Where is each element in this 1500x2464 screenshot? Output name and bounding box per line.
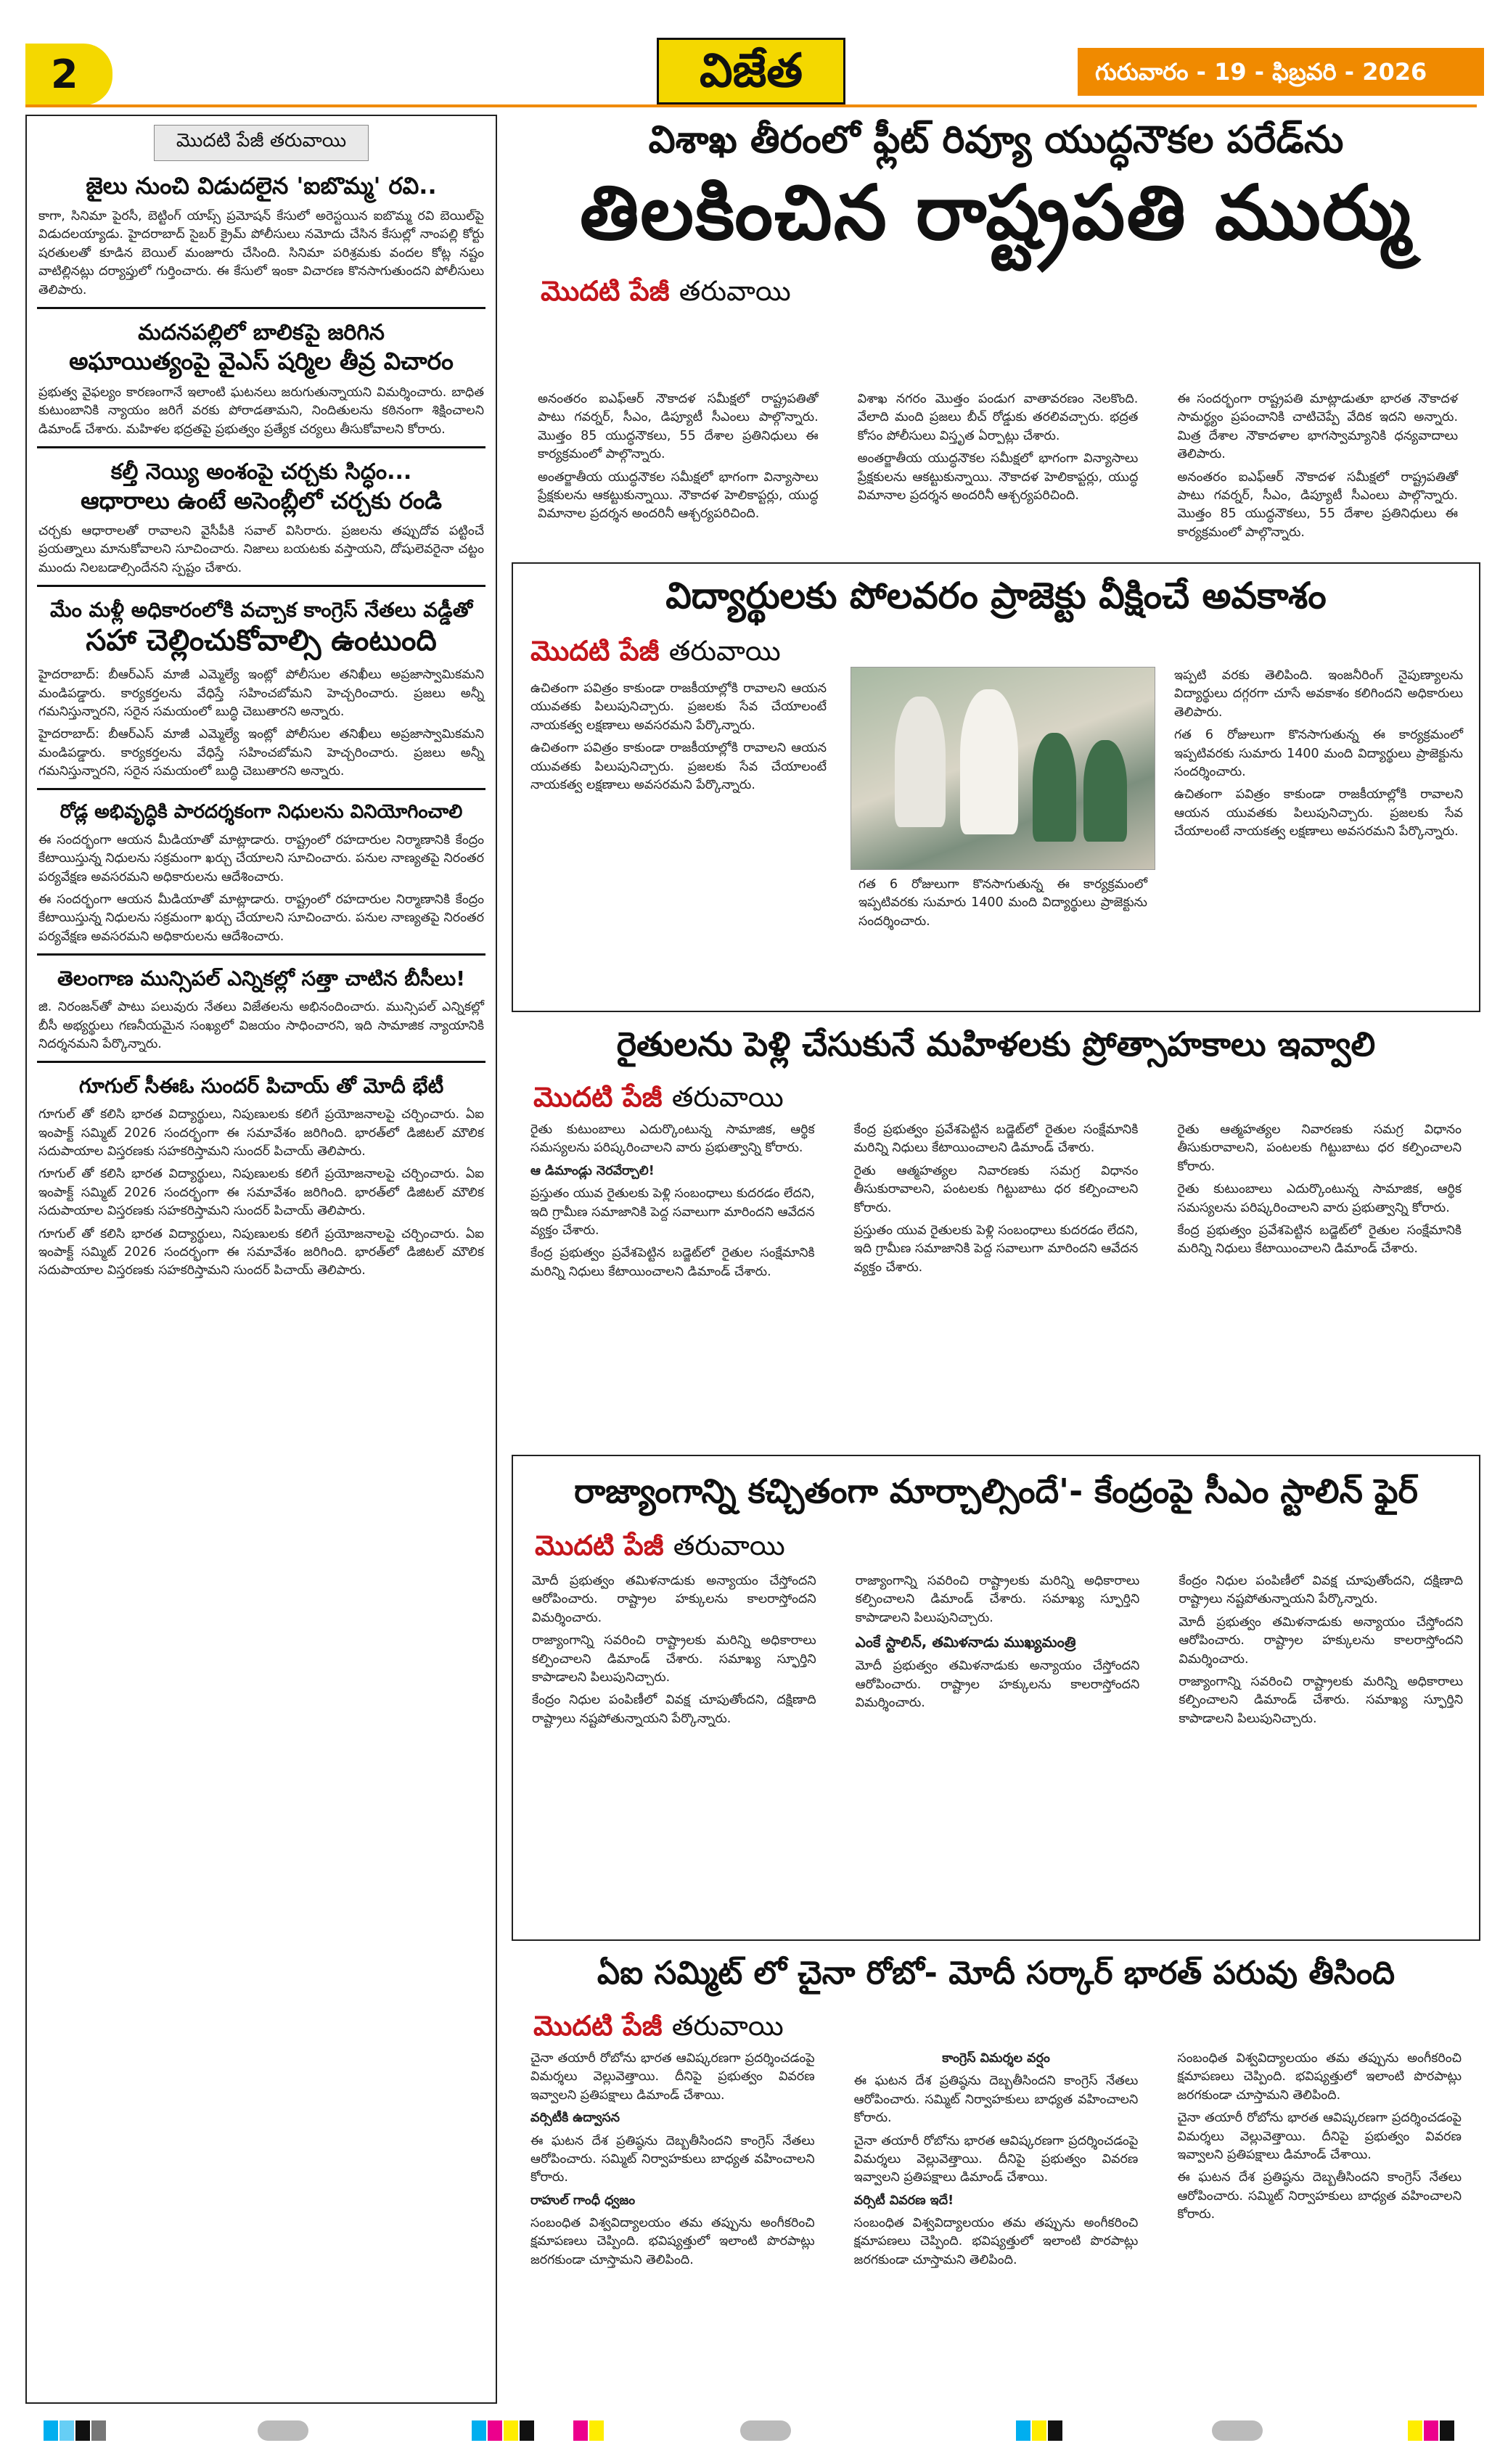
farmers-marriage-story xyxy=(512,1012,1480,1506)
story-body: రైతు కుటుంబాలు ఎదుర్కొంటున్న సామాజిక, ఆర్థిక సమస్యలను పరిష్కరించాలని వారు ప్రభుత్వాన్ని కోరారు. xyxy=(1177,1182,1462,1215)
divider xyxy=(37,953,485,956)
masthead xyxy=(0,0,1500,109)
divider xyxy=(37,1061,485,1063)
story-body: మోదీ ప్రభుత్వం తమిళనాడుకు అన్యాయం చేస్తోందని ఆరోపించారు. రాష్ట్రాల హక్కులను కాలరాస్తోందని విమర్శించారు. xyxy=(532,1574,816,1625)
story-body: హైదరాబాద్: బీఆర్ఎస్ మాజీ ఎమ్మెల్యే ఇంట్లో పోలీసుల తనిఖీలు అప్రజాస్వామికమని మండిపడ్డారు. కార్యకర్తలను వేధిస్తే సహించబోమని హెచ్చరించారు. ప్రజలు అన్నీ గమనిస్తున్నారని, సరైన సమయంలో బుద్ధి చెబుతారని అన్నారు. xyxy=(38,668,484,719)
story-body: గత 6 రోజులుగా కొనసాగుతున్న ఈ కార్యక్రమంలో ఇప్పటివరకు సుమారు 1400 మంది విద్యార్థులు ప్రాజెక్టును సందర్శించారు. xyxy=(858,877,1147,929)
story-body: రాజ్యాంగాన్ని సవరించి రాష్ట్రాలకు మరిన్ని అధికారాలు కల్పించాలని డిమాండ్ చేశారు. సమాఖ్య స్ఫూర్తిని కాపాడాలని పిలుపునిచ్చారు. xyxy=(855,1574,1140,1625)
story-body: సంబంధిత విశ్వవిద్యాలయం తమ తప్పును అంగీకరించి క్షమాపణలు చెప్పింది. భవిష్యత్తులో ఇలాంటి పొరపాట్లు జరగకుండా చూస్తామని తెలిపింది. xyxy=(530,2216,815,2267)
story-body: రైతు కుటుంబాలు ఎదుర్కొంటున్న సామాజిక, ఆర్థిక సమస్యలను పరిష్కరించాలని వారు ప్రభుత్వాన్ని కోరారు. xyxy=(530,1122,815,1156)
divider xyxy=(37,307,485,309)
continuation-tag: మొదటి పేజీ తరువాయి xyxy=(533,2009,784,2042)
left-column xyxy=(25,115,497,2404)
story-body: అంతర్జాతీయ యుద్ధనౌకల సమీక్షలో భాగంగా విన్యాసాలు ప్రేక్షకులను ఆకట్టుకున్నాయి. నౌకాదళ హెలికాప్టర్లు, యుద్ధ విమానాల ప్రదర్శన అందరినీ ఆశ్చర్యపరిచింది. xyxy=(538,469,819,522)
story-body: చైనా తయారీ రోబోను భారత ఆవిష్కరణగా ప్రదర్శించడంపై విమర్శలు వెల్లువెత్తాయి. దీనిపై ప్రభుత్వం వివరణ ఇవ్వాలని ప్రతిపక్షాలు డిమాండ్ చేశాయి. xyxy=(853,2133,1139,2185)
story-subhead: వర్సిటీ వివరణ ఇదే! xyxy=(853,2193,954,2208)
story-body: రాజ్యాంగాన్ని సవరించి రాష్ట్రాలకు మరిన్ని అధికారాలు కల్పించాలని డిమాండ్ చేశారు. సమాఖ్య స్ఫూర్తిని కాపాడాలని పిలుపునిచ్చారు. xyxy=(532,1633,816,1685)
story-body: రైతు ఆత్మహత్యల నివారణకు సమగ్ర విధానం తీసుకురావాలని, పంటలకు గిట్టుబాటు ధర కల్పించాలని కోరారు. xyxy=(853,1163,1139,1215)
lead-kicker: విశాఖ తీరంలో ఫ్లీట్ రివ్యూ యుద్ధనౌకల పరేడ్‌ను xyxy=(648,118,1344,162)
story-body: ఈ సందర్భంగా ఆయన మీడియాతో మాట్లాడారు. రాష్ట్రంలో రహదారుల నిర్మాణానికి కేంద్రం కేటాయిస్తున్న నిధులను సక్రమంగా ఖర్చు చేయాలని సూచించారు. పనుల నాణ్యతపై నిరంతర పర్యవేక్షణ అవసరమని అధికారులను ఆదేశించారు. xyxy=(38,832,484,884)
story-body: గూగుల్ తో కలిసి భారత విద్యార్థులు, నిపుణులకు కలిగే ప్రయోజనాలపై చర్చించారు. ఏఐ ఇంపాక్ట్ సమ్మిట్ 2026 సందర్భంగా ఈ సమావేశం జరిగింది. భారత్‌లో డిజిటల్ మౌలిక సదుపాయాల విస్తరణకు సహకరిస్తామని సుందర్ పిచాయ్ తెలిపారు. xyxy=(38,1107,484,1159)
story-subhead: వర్సిటీకి ఉద్వాసన xyxy=(530,2111,620,2126)
stalin-story xyxy=(512,1455,1480,1941)
story-headline: గూగుల్ సీఈఓ సుందర్ పిచాయ్ తో మోదీ భేటీ xyxy=(78,1074,444,1098)
header-rule xyxy=(25,104,1477,107)
story-headline: రాజ్యాంగాన్ని కచ్చితంగా మార్చాల్సిందే'- కేంద్రంపై సీఎం స్టాలిన్ ఫైర్ xyxy=(574,1471,1418,1511)
story-body: చర్చకు ఆధారాలతో రావాలని వైసీపీకి సవాల్ విసిరారు. ప్రజలను తప్పుదోవ పట్టించే ప్రయత్నాలు మానుకోవాలని సూచించారు. నిజాలు బయటకు వస్తాయని, దోషులెవరైనా చట్టం ముందు నిలబడాల్సిందేనని స్పష్టం చేశారు. xyxy=(38,524,484,575)
story-body: కేంద్ర ప్రభుత్వం ప్రవేశపెట్టిన బడ్జెట్‌లో రైతుల సంక్షేమానికి మరిన్ని నిధులు కేటాయించాలని డిమాండ్ చేశారు. xyxy=(1177,1223,1462,1257)
lead-story xyxy=(512,115,1480,615)
ai-summit-story xyxy=(512,1941,1480,2404)
page-number: 2 xyxy=(25,44,112,105)
story-body: కాగా, సినిమా పైరసీ, బెట్టింగ్ యాప్స్ ప్రమోషన్ కేసులో అరెస్టయిన ఐబొమ్మ రవి బెయిల్‌పై విడుదలయ్యాడు. హైదరాబాద్ సైబర్ క్రైమ్ పోలీసులు నమోదు చేసిన కేసుల్లో నాంపల్లి కోర్టు షరతులతో కూడిన బెయిల్ మంజూరు చేసింది. సినిమా పరిశ్రమకు వందల కోట్ల నష్టం వాటిల్లినట్లు దర్యాప్తులో గుర్తించారు. ఈ కేసులో ఇంకా విచారణ కొనసాగుతుందని పోలీసులు తెలిపారు. xyxy=(38,209,484,297)
story-body: ఉచితంగా పవిత్రం కాకుండా రాజకీయాల్లోకి రావాలని ఆయన యువతకు పిలుపునిచ్చారు. ప్రజలకు సేవ చేయాలంటే నాయకత్వ లక్షణాలు అవసరమని పేర్కొన్నారు. xyxy=(530,681,827,733)
story-headline: మదనపల్లిలో బాలికపై జరిగిన అఘాయిత్యంపై వైఎస్ షర్మిల తీవ్ర విచారం xyxy=(69,319,454,376)
story-subhead: కాంగ్రెస్ విమర్శల వర్షం xyxy=(942,2051,1050,2066)
story-body: కేంద్రం నిధుల పంపిణీలో వివక్ష చూపుతోందని, దక్షిణాది రాష్ట్రాలు నష్టపోతున్నాయని పేర్కొన్నారు. xyxy=(532,1693,816,1726)
story-body: ఈ ఘటన దేశ ప్రతిష్ఠను దెబ్బతీసిందని కాంగ్రెస్ నేతలు ఆరోపించారు. సమ్మిట్ నిర్వాహకులు బాధ్యత వహించాలని కోరారు. xyxy=(1177,2170,1462,2222)
story-body: గూగుల్ తో కలిసి భారత విద్యార్థులు, నిపుణులకు కలిగే ప్రయోజనాలపై చర్చించారు. ఏఐ ఇంపాక్ట్ సమ్మిట్ 2026 సందర్భంగా ఈ సమావేశం జరిగింది. భారత్‌లో డిజిటల్ మౌలిక సదుపాయాల విస్తరణకు సహకరిస్తామని సుందర్ పిచాయ్ తెలిపారు. xyxy=(38,1226,484,1278)
lead-headline: తిలకించిన రాష్ట్రపతి ముర్ము xyxy=(579,168,1413,257)
story-headline: తెలంగాణ మున్సిపల్ ఎన్నికల్లో సత్తా చాటిన బీసీలు! xyxy=(57,966,465,991)
continuation-tag: మొదటి పేజీ తరువాయి xyxy=(535,1529,785,1561)
print-registration-bar xyxy=(0,2416,1500,2445)
story-body: కేంద్ర ప్రభుత్వం ప్రవేశపెట్టిన బడ్జెట్‌లో రైతుల సంక్షేమానికి మరిన్ని నిధులు కేటాయించాలని డిమాండ్ చేశారు. xyxy=(853,1122,1139,1156)
continuation-tag: మొదటి పేజీ తరువాయి xyxy=(154,125,369,161)
story-body: హైదరాబాద్: బీఆర్ఎస్ మాజీ ఎమ్మెల్యే ఇంట్లో పోలీసుల తనిఖీలు అప్రజాస్వామికమని మండిపడ్డారు. కార్యకర్తలను వేధిస్తే సహించబోమని హెచ్చరించారు. ప్రజలు అన్నీ గమనిస్తున్నారని, సరైన సమయంలో బుద్ధి చెబుతారని అన్నారు. xyxy=(38,727,484,779)
story-body: అంతర్జాతీయ యుద్ధనౌకల సమీక్షలో భాగంగా విన్యాసాలు ప్రేక్షకులను ఆకట్టుకున్నాయి. నౌకాదళ హెలికాప్టర్లు, యుద్ధ విమానాల ప్రదర్శన అందరినీ ఆశ్చర్యపరిచింది. xyxy=(857,451,1139,503)
story-subhead: ఎంకే స్టాలిన్, తమిళనాడు ముఖ్యమంత్రి xyxy=(855,1633,1076,1651)
divider xyxy=(37,446,485,448)
story-body: ఈ ఘటన దేశ ప్రతిష్ఠను దెబ్బతీసిందని కాంగ్రెస్ నేతలు ఆరోపించారు. సమ్మిట్ నిర్వాహకులు బాధ్యత వహించాలని కోరారు. xyxy=(853,2074,1139,2126)
story-body: కేంద్ర ప్రభుత్వం ప్రవేశపెట్టిన బడ్జెట్‌లో రైతుల సంక్షేమానికి మరిన్ని నిధులు కేటాయించాలని డిమాండ్ చేశారు. xyxy=(530,1246,815,1279)
story-body: ఇప్పటి వరకు తెలిపింది. ఇంజనీరింగ్ నైపుణ్యాలను విద్యార్థులు దగ్గరగా చూసే అవకాశం కలిగిందని అధికారులు తెలిపారు. xyxy=(1174,668,1463,720)
polavaram-story xyxy=(512,562,1480,1012)
story-body: గూగుల్ తో కలిసి భారత విద్యార్థులు, నిపుణులకు కలిగే ప్రయోజనాలపై చర్చించారు. ఏఐ ఇంపాక్ట్ సమ్మిట్ 2026 సందర్భంగా ఈ సమావేశం జరిగింది. భారత్‌లో డిజిటల్ మౌలిక సదుపాయాల విస్తరణకు సహకరిస్తామని సుందర్ పిచాయ్ తెలిపారు. xyxy=(38,1167,484,1219)
date-bar: గురువారం - 19 - ఫిబ్రవరి - 2026 xyxy=(1078,48,1484,96)
continuation-tag: మొదటి పేజీ తరువాయి xyxy=(533,1080,784,1113)
story-body: ఉచితంగా పవిత్రం కాకుండా రాజకీయాల్లోకి రావాలని ఆయన యువతకు పిలుపునిచ్చారు. ప్రజలకు సేవ చేయాలంటే నాయకత్వ లక్షణాలు అవసరమని పేర్కొన్నారు. xyxy=(1174,787,1463,839)
story-headline: కల్తీ నెయ్యి అంశంపై చర్చకు సిద్ధం... ఆధారాలు ఉంటే అసెంబ్లీలో చర్చకు రండి xyxy=(81,459,442,514)
story-headline: రోడ్ల అభివృద్ధికి పారదర్శకంగా నిధులను వినియోగించాలి xyxy=(60,801,463,824)
continuation-tag: మొదటి పేజీ తరువాయి xyxy=(541,275,791,308)
story-body: చైనా తయారీ రోబోను భారత ఆవిష్కరణగా ప్రదర్శించడంపై విమర్శలు వెల్లువెత్తాయి. దీనిపై ప్రభుత్వం వివరణ ఇవ్వాలని ప్రతిపక్షాలు డిమాండ్ చేశాయి. xyxy=(530,2051,815,2103)
story-body: ఈ సందర్భంగా ఆయన మీడియాతో మాట్లాడారు. రాష్ట్రంలో రహదారుల నిర్మాణానికి కేంద్రం కేటాయిస్తున్న నిధులను సక్రమంగా ఖర్చు చేయాలని సూచించారు. పనుల నాణ్యతపై నిరంతర పర్యవేక్షణ అవసరమని అధికారులను ఆదేశించారు. xyxy=(38,892,484,944)
story-body: విశాఖ నగరం మొత్తం పండుగ వాతావరణం నెలకొంది. వేలాది మంది ప్రజలు బీచ్ రోడ్డుకు తరలివచ్చారు. భద్రత కోసం పోలీసులు విస్తృత ఏర్పాట్లు చేశారు. xyxy=(857,392,1139,443)
story-subhead: ఆ డిమాండ్లు నెరవేర్చాలి! xyxy=(530,1163,655,1178)
story-body: ఈ ఘటన దేశ ప్రతిష్ఠను దెబ్బతీసిందని కాంగ్రెస్ నేతలు ఆరోపించారు. సమ్మిట్ నిర్వాహకులు బాధ్యత వహించాలని కోరారు. xyxy=(530,2133,815,2185)
story-body: చైనా తయారీ రోబోను భారత ఆవిష్కరణగా ప్రదర్శించడంపై విమర్శలు వెల్లువెత్తాయి. దీనిపై ప్రభుత్వం వివరణ ఇవ్వాలని ప్రతిపక్షాలు డిమాండ్ చేశాయి. xyxy=(1177,2111,1462,2162)
story-subhead: రాహుల్ గాంధీ ధ్వజం xyxy=(530,2193,636,2208)
story-body: ప్రభుత్వ వైఫల్యం కారణంగానే ఇలాంటి ఘటనలు జరుగుతున్నాయని విమర్శించారు. బాధిత కుటుంబానికి న్యాయం జరిగే వరకు పోరాడతామని, నిందితులను కఠినంగా శిక్షించాలని డిమాండ్ చేశారు. మహిళల భద్రతపై ప్రభుత్వం ప్రత్యేక చర్యలు తీసుకోవాలని కోరారు. xyxy=(38,385,484,437)
story-body: రాజ్యాంగాన్ని సవరించి రాష్ట్రాలకు మరిన్ని అధికారాలు కల్పించాలని డిమాండ్ చేశారు. సమాఖ్య స్ఫూర్తిని కాపాడాలని పిలుపునిచ్చారు. xyxy=(1179,1674,1464,1726)
divider xyxy=(37,585,485,587)
story-body: రైతు ఆత్మహత్యల నివారణకు సమగ్ర విధానం తీసుకురావాలని, పంటలకు గిట్టుబాటు ధర కల్పించాలని కోరారు. xyxy=(1177,1122,1462,1174)
story-body: కేంద్రం నిధుల పంపిణీలో వివక్ష చూపుతోందని, దక్షిణాది రాష్ట్రాలు నష్టపోతున్నాయని పేర్కొన్నారు. xyxy=(1179,1574,1464,1607)
story-body: ఈ సందర్భంగా రాష్ట్రపతి మాట్లాడుతూ భారత నౌకాదళ సామర్థ్యం ప్రపంచానికి చాటిచెప్పే వేదిక ఇదని అన్నారు. మిత్ర దేశాల నౌకాదళాల భాగస్వామ్యానికి ధన్యవాదాలు తెలిపారు. xyxy=(1177,392,1459,462)
story-body: మోదీ ప్రభుత్వం తమిళనాడుకు అన్యాయం చేస్తోందని ఆరోపించారు. రాష్ట్రాల హక్కులను కాలరాస్తోందని విమర్శించారు. xyxy=(1179,1614,1464,1667)
story-headline: రైతులను పెళ్లి చేసుకునే మహిళలకు ప్రోత్సాహకాలు ఇవ్వాలి xyxy=(616,1024,1376,1064)
story-body: ప్రస్తుతం యువ రైతులకు పెళ్లి సంబంధాలు కుదరడం లేదని, ఇది గ్రామీణ సమాజానికి పెద్ద సవాలుగా మారిందని ఆవేదన వ్యక్తం చేశారు. xyxy=(530,1186,815,1238)
story-body: జి. నిరంజన్‌తో పాటు పలువురు నేతలు విజేతలను అభినందించారు. మున్సిపల్ ఎన్నికల్లో బీసీ అభ్యర్థులు గణనీయమైన సంఖ్యలో విజయం సాధించారని, ఇది సామాజిక న్యాయానికి నిదర్శనమని పేర్కొన్నారు. xyxy=(38,1000,484,1051)
divider xyxy=(37,788,485,790)
story-body: ప్రస్తుతం యువ రైతులకు పెళ్లి సంబంధాలు కుదరడం లేదని, ఇది గ్రామీణ సమాజానికి పెద్ద సవాలుగా మారిందని ఆవేదన వ్యక్తం చేశారు. xyxy=(853,1223,1139,1275)
story-body: గత 6 రోజులుగా కొనసాగుతున్న ఈ కార్యక్రమంలో ఇప్పటివరకు సుమారు 1400 మంది విద్యార్థులు ప్రాజెక్టును సందర్శించారు. xyxy=(1174,728,1463,779)
continuation-tag: మొదటి పేజీ తరువాయి xyxy=(530,634,781,667)
story-body: సంబంధిత విశ్వవిద్యాలయం తమ తప్పును అంగీకరించి క్షమాపణలు చెప్పింది. భవిష్యత్తులో ఇలాంటి పొరపాట్లు జరగకుండా చూస్తామని తెలిపింది. xyxy=(853,2216,1139,2267)
story-headline: మేం మళ్లీ అధికారంలోకి వచ్చాక కాంగ్రెస్ నేతలు వడ్డీతో సహా చెల్లించుకోవాల్సి ఉంటుంది xyxy=(49,598,473,658)
story-body: మోదీ ప్రభుత్వం తమిళనాడుకు అన్యాయం చేస్తోందని ఆరోపించారు. రాష్ట్రాల హక్కులను కాలరాస్తోందని విమర్శించారు. xyxy=(855,1659,1140,1710)
story-body: అనంతరం ఐఎఫ్ఆర్ నౌకాదళ సమీక్షలో రాష్ట్రపతితో పాటు గవర్నర్, సీఎం, డిప్యూటీ సీఎంలు పాల్గొన్నారు. మొత్తం 85 యుద్ధనౌకలు, 55 దేశాల ప్రతినిధులు ఈ కార్యక్రమంలో పాల్గొన్నారు. xyxy=(538,392,819,462)
story-headline: జైలు నుంచి విడుదలైన 'ఐబొమ్మ' రవి.. xyxy=(86,172,437,200)
story-headline: ఏఐ సమ్మిట్ లో చైనా రోబో- మోదీ సర్కార్ భారత్ పరువు తీసింది xyxy=(597,1955,1396,1992)
story-headline: విద్యార్థులకు పోలవరం ప్రాజెక్టు వీక్షించే అవకాశం xyxy=(665,575,1327,617)
story-body: అనంతరం ఐఎఫ్ఆర్ నౌకాదళ సమీక్షలో రాష్ట్రపతితో పాటు గవర్నర్, సీఎం, డిప్యూటీ సీఎంలు పాల్గొన్నారు. మొత్తం 85 యుద్ధనౌకలు, 55 దేశాల ప్రతినిధులు ఈ కార్యక్రమంలో పాల్గొన్నారు. xyxy=(1177,469,1459,540)
students-photo xyxy=(851,667,1155,870)
story-body: ఉచితంగా పవిత్రం కాకుండా రాజకీయాల్లోకి రావాలని ఆయన యువతకు పిలుపునిచ్చారు. ప్రజలకు సేవ చేయాలంటే నాయకత్వ లక్షణాలు అవసరమని పేర్కొన్నారు. xyxy=(530,741,827,792)
story-body: సంబంధిత విశ్వవిద్యాలయం తమ తప్పును అంగీకరించి క్షమాపణలు చెప్పింది. భవిష్యత్తులో ఇలాంటి పొరపాట్లు జరగకుండా చూస్తామని తెలిపింది. xyxy=(1177,2051,1462,2103)
newspaper-logo: విజేత xyxy=(657,38,845,104)
